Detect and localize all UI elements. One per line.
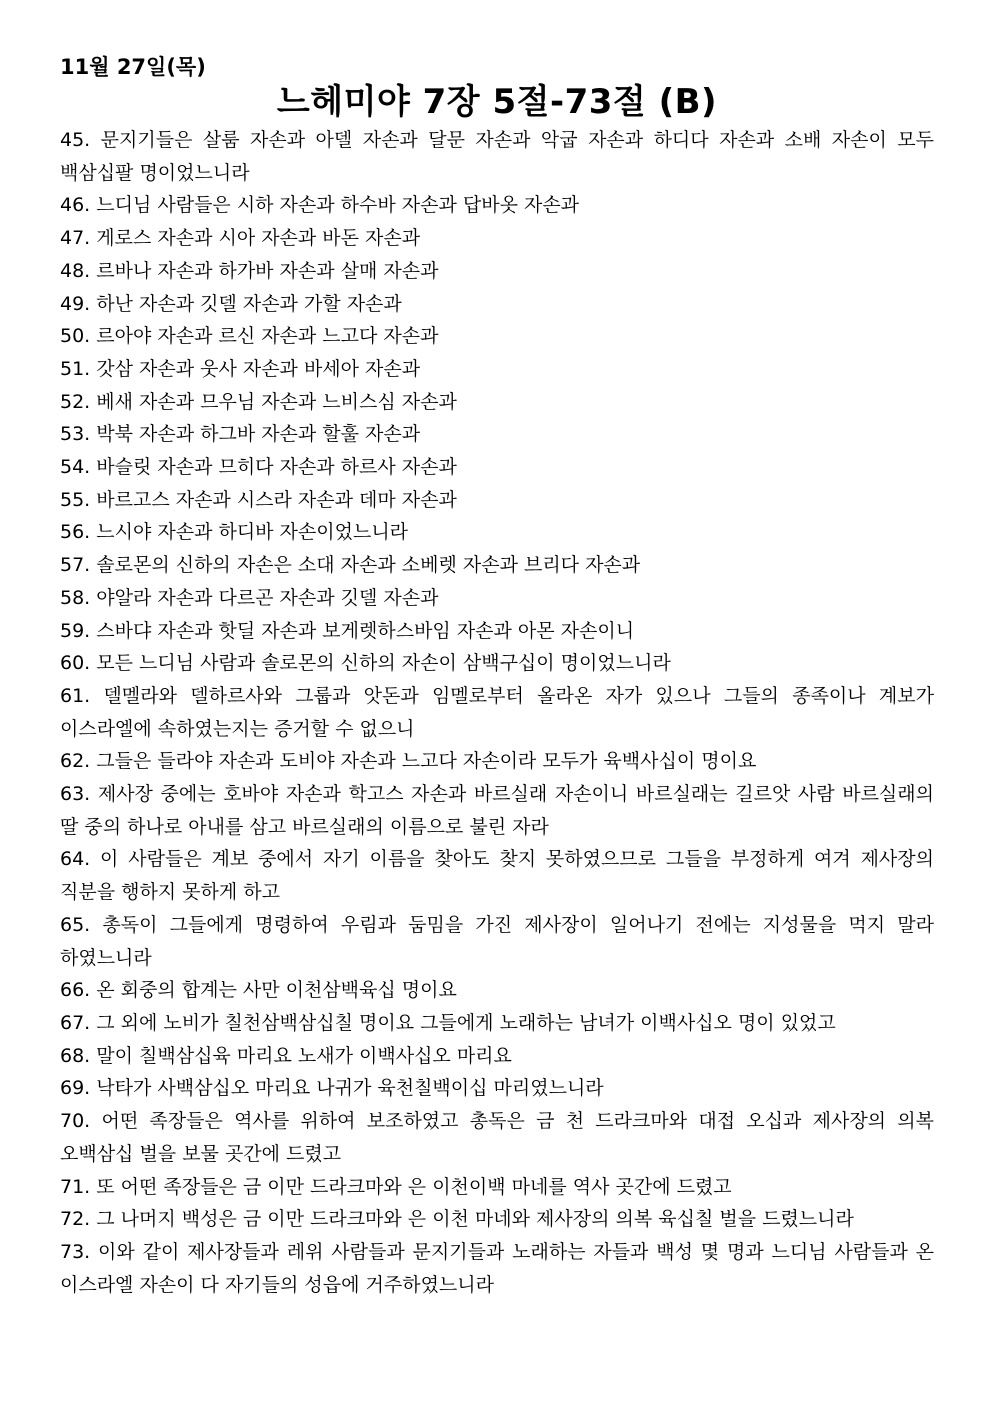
verse-53: 53. 박북 자손과 하그바 자손과 할훌 자손과 — [60, 423, 421, 446]
verse-73: 73. 이와 같이 제사장들과 레위 사람들과 문지기들과 노래하는 자들과 백성 몇 명과 느디님 사람들과 온 이스라엘 자손이 다 자기들의 성읍에 거주하였느니라 — [60, 1240, 934, 1296]
verse-69: 69. 낙타가 사백삼십오 마리요 나귀가 육천칠백이십 마리였느니라 — [60, 1077, 604, 1100]
verse-64: 64. 이 사람들은 계보 중에서 자기 이름을 찾아도 찾지 못하였으므로 그들을 부정하게 여겨 제사장의 직분을 행하지 못하게 하고 — [60, 848, 934, 904]
verse-68: 68. 말이 칠백삼십육 마리요 노새가 이백사십오 마리요 — [60, 1044, 512, 1067]
verse-55: 55. 바르고스 자손과 시스라 자손과 데마 자손과 — [60, 488, 457, 511]
verse-list — [60, 124, 934, 1301]
verse-61: 61. 델멜라와 델하르사와 그룹과 앗돈과 임멜로부터 올라온 자가 있으나 그들의 종족이나 계보가 이스라엘에 속하였는지는 증거할 수 없으니 — [60, 684, 934, 740]
verse-67: 67. 그 외에 노비가 칠천삼백삼십칠 명이요 그들에게 노래하는 남녀가 이백사십오 명이 있었고 — [60, 1011, 836, 1034]
verse-51: 51. 갓삼 자손과 웃사 자손과 바세아 자손과 — [60, 357, 421, 380]
verse-54: 54. 바슬릿 자손과 므히다 자손과 하르사 자손과 — [60, 456, 457, 479]
verse-46: 46. 느디님 사람들은 시하 자손과 하수바 자손과 답바옷 자손과 — [60, 194, 580, 217]
verse-58: 58. 야알라 자손과 다르곤 자손과 깃델 자손과 — [60, 586, 439, 609]
verse-60: 60. 모든 느디님 사람과 솔로몬의 신하의 자손이 삼백구십이 명이었느니라 — [60, 652, 671, 675]
verse-47: 47. 게로스 자손과 시아 자손과 바돈 자손과 — [60, 227, 421, 250]
verse-50: 50. 르아야 자손과 르신 자손과 느고다 자손과 — [60, 325, 439, 348]
verse-62: 62. 그들은 들라야 자손과 도비야 자손과 느고다 자손이라 모두가 육백사십이 명이요 — [60, 750, 757, 773]
verse-71: 71. 또 어떤 족장들은 금 이만 드라크마와 은 이천이백 마네를 역사 곳간에 드렸고 — [60, 1175, 732, 1198]
verse-59: 59. 스바댜 자손과 핫딜 자손과 보게렛하스바임 자손과 아몬 자손이니 — [60, 619, 635, 642]
verse-49: 49. 하난 자손과 깃델 자손과 가할 자손과 — [60, 292, 402, 315]
verse-48: 48. 르바나 자손과 하가바 자손과 살매 자손과 — [60, 259, 439, 282]
verse-57: 57. 솔로몬의 신하의 자손은 소대 자손과 소베렛 자손과 브리다 자손과 — [60, 554, 641, 577]
verse-70: 70. 어떤 족장들은 역사를 위하여 보조하였고 총독은 금 천 드라크마와 대접 오십과 제사장의 의복 오백삼십 벌을 보물 곳간에 드렸고 — [60, 1110, 934, 1165]
verse-52: 52. 베새 자손과 므우님 자손과 느비스심 자손과 — [60, 390, 457, 413]
verse-66: 66. 온 회중의 합계는 사만 이천삼백육십 명이요 — [60, 979, 457, 1002]
date-heading: 11월 27일(목) — [60, 55, 206, 79]
verse-72: 72. 그 나머지 백성은 금 이만 드라크마와 은 이천 마네와 제사장의 의복 육십칠 벌을 드렸느니라 — [60, 1208, 854, 1231]
verse-63: 63. 제사장 중에는 호바야 자손과 학고스 자손과 바르실래 자손이니 바르실래는 길르앗 사람 바르실래의 딸 중의 하나로 아내를 삼고 바르실래의 이름으로 불린 자라 — [60, 783, 934, 838]
verse-56: 56. 느시야 자손과 하디바 자손이었느니라 — [60, 521, 409, 544]
verse-65: 65. 총독이 그들에게 명령하여 우림과 둠밈을 가진 제사장이 일어나기 전에는 지성물을 먹지 말라 하였느니라 — [60, 913, 934, 969]
page-title: 느헤미야 7장 5절-73절 (B) — [276, 82, 718, 122]
verse-45: 45. 문지기들은 살룸 자손과 아델 자손과 달문 자손과 악굽 자손과 하디다 자손과 소배 자손이 모두 백삼십팔 명이었느니라 — [60, 129, 934, 184]
